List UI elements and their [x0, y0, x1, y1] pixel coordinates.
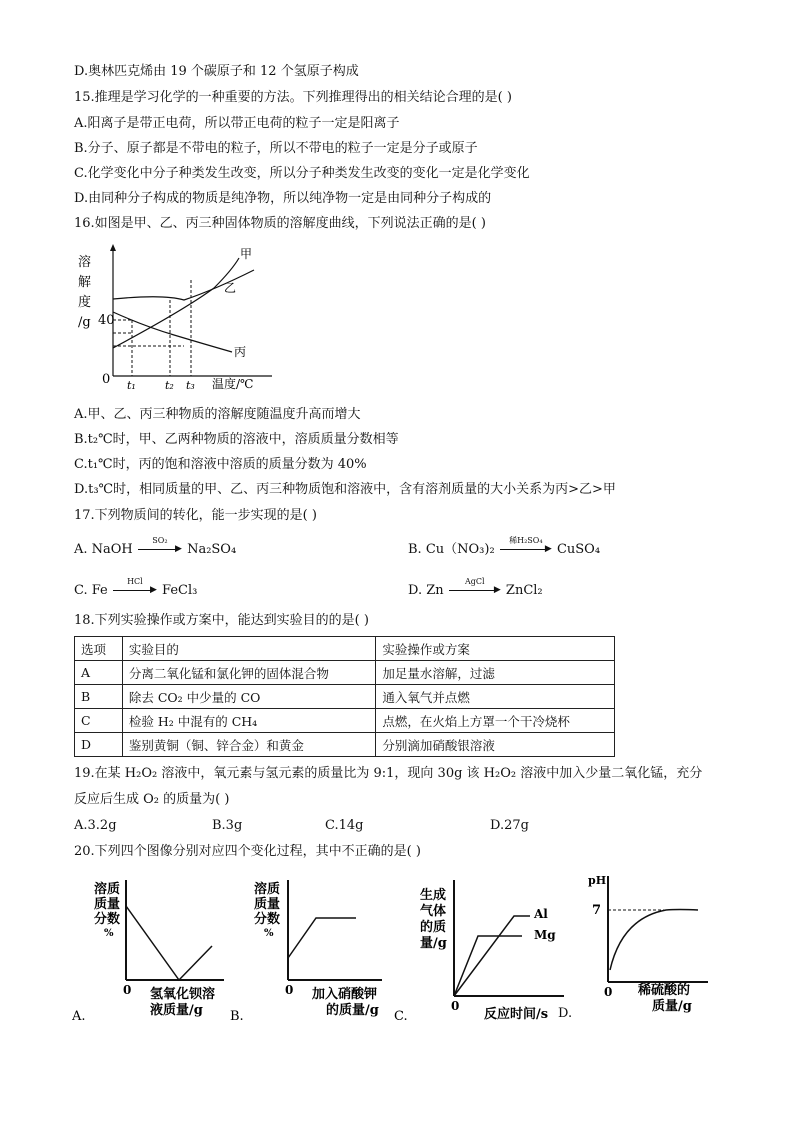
svg-text:Mg: Mg	[534, 928, 556, 942]
svg-text:液质量/g: 液质量/g	[150, 1003, 203, 1018]
q15-option-d: D.由同种分子构成的物质是纯净物，所以纯净物一定是由同种分子构成的	[74, 191, 492, 206]
svg-text:的质量/g: 的质量/g	[326, 1003, 379, 1018]
svg-text:A.: A.	[72, 1009, 86, 1024]
q19-option-b: B.3g	[212, 818, 243, 833]
table-row	[75, 685, 615, 709]
q20-graph-d-letter: D.	[558, 1006, 573, 1021]
svg-text:0: 0	[604, 985, 613, 999]
y-tick-40: 40	[98, 313, 115, 328]
q20-graph-c	[394, 876, 574, 1026]
table-cell: B	[75, 685, 123, 709]
q18-table	[74, 636, 615, 757]
q20-graph-b	[230, 876, 390, 1026]
q14-option-d: D.奥林匹克烯由 19 个碳原子和 12 个氢原子构成	[74, 64, 359, 79]
svg-text:0: 0	[123, 983, 132, 997]
curve-jia	[113, 258, 239, 348]
svg-text:分数: 分数	[94, 912, 121, 927]
q19-stem-cont: 反应后生成 O₂ 的质量为( )	[74, 792, 230, 807]
table-header-cell: 实验目的	[122, 637, 376, 661]
y-label-4: /g	[78, 315, 91, 330]
curve-label-jia: 甲	[240, 247, 253, 261]
svg-text:质量: 质量	[254, 897, 281, 912]
q18-stem: 18.下列实验操作或方案中，能达到实验目的的是( )	[74, 613, 369, 628]
svg-text:0: 0	[285, 983, 294, 997]
table-row	[75, 661, 615, 685]
table-cell: C	[75, 709, 123, 733]
q17-option-d: D. Zn AgCl ▶ ZnCl₂	[408, 577, 543, 598]
table-cell: 检验 H₂ 中混有的 CH₄	[122, 709, 376, 733]
table-cell: 通入氧气并点燃	[376, 685, 615, 709]
q15-stem: 15.推理是学习化学的一种重要的方法。下列推理得出的相关结论合理的是( )	[74, 90, 512, 105]
svg-text:氢氧化钡溶: 氢氧化钡溶	[150, 987, 216, 1002]
x-tick-t3: t₃	[186, 379, 195, 392]
svg-text:稀硫酸的: 稀硫酸的	[638, 983, 691, 998]
table-cell: 分别滴加硝酸银溶液	[376, 733, 615, 757]
q19-stem: 19.在某 H₂O₂ 溶液中，氧元素与氢元素的质量比为 9:1，现向 30g 该 H₂O₂ 溶液中加入少量二氧化锰，充分	[74, 766, 703, 781]
svg-text:7: 7	[592, 903, 602, 918]
svg-text:质量: 质量	[94, 897, 121, 912]
svg-text:溶质: 溶质	[94, 882, 121, 897]
svg-text:量/g: 量/g	[420, 936, 447, 951]
q15-option-a: A.阳离子是带正电荷，所以带正电荷的粒子一定是阳离子	[74, 116, 400, 131]
svg-text:反应时间/s: 反应时间/s	[484, 1007, 549, 1022]
origin-label: 0	[102, 372, 111, 387]
svg-text:Al: Al	[534, 907, 548, 921]
table-cell: 除去 CO₂ 中少量的 CO	[122, 685, 376, 709]
table-header-row	[75, 637, 615, 661]
svg-text:生成: 生成	[420, 888, 447, 903]
q15-option-c: C.化学变化中分子种类发生改变，所以分子种类发生改变的变化一定是化学变化	[74, 166, 530, 181]
table-header-cell: 选项	[75, 637, 123, 661]
curve-label-yi: 乙	[224, 281, 237, 295]
q20-stem: 20.下列四个图像分别对应四个变化过程，其中不正确的是( )	[74, 844, 421, 859]
svg-text:溶质: 溶质	[254, 882, 281, 897]
y-label-3: 度	[78, 295, 92, 310]
q20-graph-a	[72, 876, 232, 1026]
q16-option-a: A.甲、乙、丙三种物质的溶解度随温度升高而增大	[74, 407, 361, 422]
table-cell: 加足量水溶解，过滤	[376, 661, 615, 685]
q16-option-c: C.t₁℃时，丙的饱和溶液中溶质的质量分数为 40%	[74, 457, 367, 472]
q17-stem: 17.下列物质间的转化，能一步实现的是( )	[74, 508, 317, 523]
table-cell: 点燃，在火焰上方罩一个干冷烧杯	[376, 709, 615, 733]
q16-option-b: B.t₂℃时，甲、乙两种物质的溶液中，溶质质量分数相等	[74, 432, 399, 447]
q16-solubility-graph	[74, 240, 274, 398]
table-cell: A	[75, 661, 123, 685]
q16-stem: 16.如图是甲、乙、丙三种固体物质的溶解度曲线，下列说法正确的是( )	[74, 216, 486, 231]
svg-text:的质: 的质	[420, 920, 447, 935]
svg-text:C.: C.	[394, 1009, 408, 1024]
svg-text:质量/g: 质量/g	[652, 999, 692, 1014]
svg-text:B.: B.	[230, 1009, 244, 1024]
x-axis-label: 温度/℃	[212, 377, 254, 391]
q15-option-b: B.分子、原子都是不带电的粒子，所以不带电的粒子一定是分子或原子	[74, 141, 478, 156]
svg-text:0: 0	[451, 999, 460, 1013]
svg-text:加入硝酸钾: 加入硝酸钾	[312, 987, 378, 1002]
table-header-cell: 实验操作或方案	[376, 637, 615, 661]
svg-text:分数: 分数	[254, 912, 281, 927]
q16-option-d: D.t₃℃时，相同质量的甲、乙、丙三种物质饱和溶液中，含有溶剂质量的大小关系为丙>乙>甲	[74, 482, 616, 497]
svg-text:气体: 气体	[420, 904, 447, 919]
table-cell: D	[75, 733, 123, 757]
svg-text:%: %	[104, 928, 114, 939]
q19-option-d: D.27g	[490, 818, 529, 833]
svg-text:pH: pH	[588, 874, 607, 887]
table-row	[75, 709, 615, 733]
q19-option-a: A.3.2g	[74, 818, 117, 833]
svg-text:%: %	[264, 928, 274, 939]
table-row	[75, 733, 615, 757]
q17-option-c: C. Fe HCl ▶ FeCl₃	[74, 577, 198, 598]
q17-option-a: A. NaOH SO₂ ▶ Na₂SO₄	[74, 536, 237, 557]
q17-option-b: B. Cu（NO₃)₂ 稀H₂SO₄ ▶ CuSO₄	[408, 536, 601, 557]
x-tick-t1: t₁	[127, 379, 136, 392]
q20-graph-d	[574, 868, 714, 1028]
table-cell: 分离二氧化锰和氯化钾的固体混合物	[122, 661, 376, 685]
q19-option-c: C.14g	[325, 818, 364, 833]
y-label-1: 溶	[78, 255, 92, 270]
y-label-2: 解	[78, 275, 92, 290]
curve-label-bing: 丙	[234, 345, 247, 359]
table-cell: 鉴别黄铜（铜、锌合金）和黄金	[122, 733, 376, 757]
x-tick-t2: t₂	[165, 379, 174, 392]
